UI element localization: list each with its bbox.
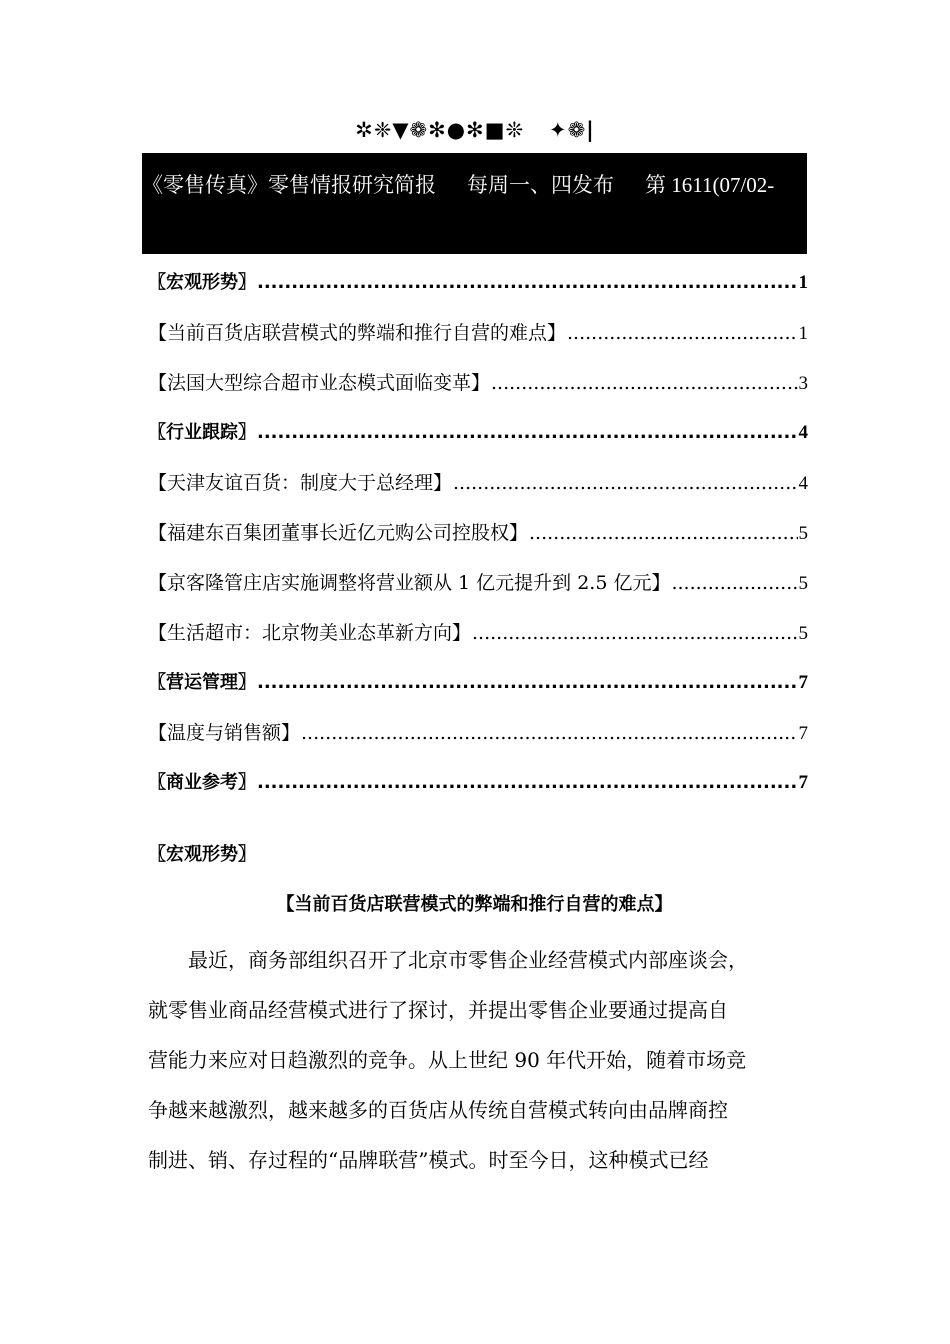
toc-dot-leader xyxy=(529,522,797,544)
toc-page-number: 3 xyxy=(798,373,808,394)
body-text-line: 争越来越激烈，越来越多的百货店从传统自营模式转向由品牌商控 xyxy=(148,1098,728,1122)
toc-page-number: 5 xyxy=(798,573,808,594)
toc-dot-leader xyxy=(257,422,798,443)
toc-dot-leader xyxy=(301,722,797,744)
toc-article-entry[interactable] xyxy=(148,718,808,748)
toc-dot-leader xyxy=(257,672,798,693)
toc-page-number: 4 xyxy=(798,473,808,494)
toc-page-number: 1 xyxy=(798,323,808,344)
toc-article-entry[interactable] xyxy=(148,318,808,348)
body-text-line: 就零售业商品经营模式进行了探讨，并提出零售企业要通过提高自 xyxy=(148,998,728,1022)
decorative-symbol-line: ✲❈▼❁✻●✻■❊ ✦❁| xyxy=(355,118,595,142)
article-title: 【当前百货店联营模式的弊端和推行自营的难点】 xyxy=(276,894,673,915)
toc-dot-leader xyxy=(472,622,797,644)
toc-entry-label: 〖商业参考〗 xyxy=(148,772,256,793)
toc-page-number: 7 xyxy=(798,672,808,693)
toc-article-entry[interactable] xyxy=(148,618,808,648)
toc-page-number: 5 xyxy=(798,623,808,644)
toc-article-entry[interactable] xyxy=(148,468,808,498)
toc-section-entry[interactable] xyxy=(148,268,808,298)
section-heading: 〖宏观形势〗 xyxy=(148,844,256,865)
toc-entry-label: 〖宏观形势〗 xyxy=(148,272,256,293)
toc-page-number: 7 xyxy=(798,772,808,793)
banner-issue: 第 1611(07/02- xyxy=(645,173,775,197)
toc-entry-label: 【生活超市：北京物美业态革新方向】 xyxy=(148,622,472,644)
toc-dot-leader xyxy=(257,272,798,293)
toc-entry-label: 【京客隆管庄店实施调整将营业额从 1 亿元提升到 2.5 亿元】 xyxy=(148,572,671,594)
toc-entry-label: 〖行业跟踪〗 xyxy=(148,422,256,443)
toc-entry-label: 【天津友谊百货：制度大于总经理】 xyxy=(148,472,453,494)
newsletter-banner xyxy=(142,153,807,254)
banner-title: 《零售传真》零售情报研究简报 xyxy=(142,173,436,197)
toc-dot-leader xyxy=(567,322,797,344)
body-text-line: 最近，商务部组织召开了北京市零售企业经营模式内部座谈会， xyxy=(148,948,748,972)
toc-article-entry[interactable] xyxy=(148,518,808,548)
toc-dot-leader xyxy=(491,372,797,394)
toc-article-entry[interactable] xyxy=(148,568,808,598)
toc-section-entry[interactable] xyxy=(148,418,808,448)
toc-dot-leader xyxy=(671,572,797,594)
toc-article-entry[interactable] xyxy=(148,368,808,398)
toc-entry-label: 【法国大型综合超市业态模式面临变革】 xyxy=(148,372,491,394)
toc-section-entry[interactable] xyxy=(148,768,808,798)
toc-section-entry[interactable] xyxy=(148,668,808,698)
body-text-line: 营能力来应对日趋激烈的竞争。从上世纪 90 年代开始，随着市场竞 xyxy=(148,1048,747,1072)
toc-page-number: 5 xyxy=(798,523,808,544)
toc-entry-label: 〖营运管理〗 xyxy=(148,672,256,693)
toc-entry-label: 【当前百货店联营模式的弊端和推行自营的难点】 xyxy=(148,322,567,344)
toc-dot-leader xyxy=(453,472,797,494)
body-text-line: 制进、销、存过程的“品牌联营”模式。时至今日，这种模式已经 xyxy=(148,1148,709,1172)
toc-page-number: 1 xyxy=(798,272,808,293)
toc-dot-leader xyxy=(257,772,798,793)
toc-entry-label: 【温度与销售额】 xyxy=(148,722,301,744)
toc-entry-label: 【福建东百集团董事长近亿元购公司控股权】 xyxy=(148,522,529,544)
toc-page-number: 4 xyxy=(798,422,808,443)
banner-frequency: 每周一、四发布 xyxy=(467,173,614,197)
toc-page-number: 7 xyxy=(798,723,808,744)
